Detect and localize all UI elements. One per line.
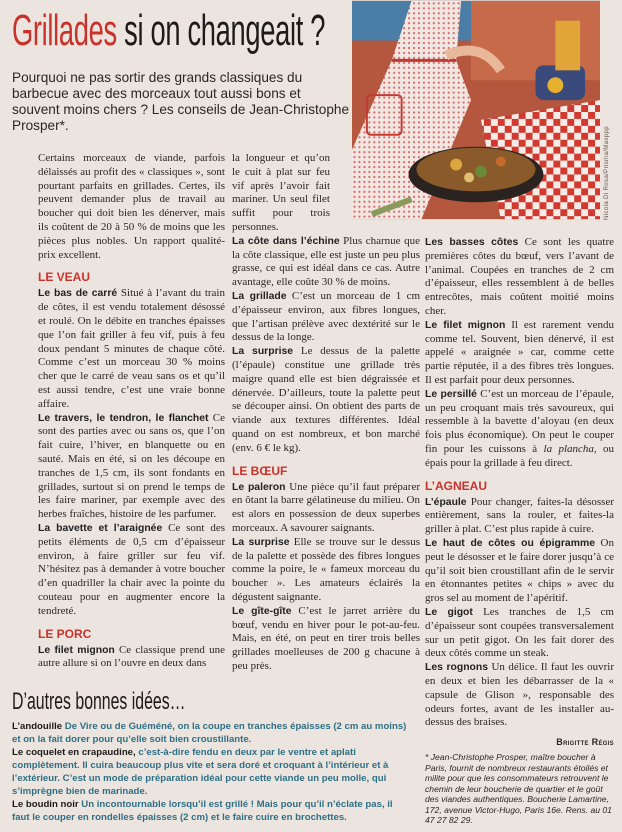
entry: Le gîte-gîte C’est le jarret arrière du bœuf, vendu en hiver pour le pot-au-feu. Mais, en été, on peut en tirer trois belles grillades moelleuses de 200 g chacune à peu près. — [232, 604, 420, 672]
intro-paragraph: Certains morceaux de viande, parfois délaissés au profit des « classiques », sont pourtant parfaits en grillades. Certes, ils peuvent demander plus de travail au boucher qui doit bien les dénerver, mais ils coûtent de 20 à 50 % de moins que les pièces plus nobles. Un rapport qualité-prix excellent. — [38, 152, 225, 261]
entry: Le gigot Les tranches de 1,5 cm d’épaisseur sont coupées transversalement sur un petit gigot. On les fait dorer des deux côtés comme un steak. — [425, 605, 614, 660]
entry: La surprise Le dessus de la palette (l’épaule) constitue une grillade très maigre quand elle est bien dégraissée et dénervée. D’ailleurs, toute la palette peut se découper ainsi. On obtient des parts de viande aux textures différentes. Idéal quand on est nombreux, et bon marché (env. 6 € le kg). — [232, 345, 420, 454]
entry: Le filet mignon Ce classique prend une autre allure si on l’ouvre en deux dans — [38, 643, 226, 670]
page-title — [12, 6, 325, 56]
ideas-box — [0, 684, 420, 832]
entry: Les rognons Un délice. Il faut les ouvrir en deux et bien les débarrasser de la « capsule de Glison », responsable des odeurs fortes, avant de les installer au-dessus des braises. — [425, 661, 614, 729]
ideas-heading: D’autres bonnes idées… — [12, 687, 186, 715]
section-heading-porc: LE PORC — [38, 626, 92, 641]
section-heading-veau: LE VEAU — [38, 270, 91, 285]
entry-continued: la longueur et qu’on le cuit à plat sur feu vif après l’avoir fait mariner. Un seul filet suffit pour trois personnes. — [232, 152, 330, 233]
column-2 — [232, 152, 420, 674]
entry: La côte dans l’échine Plus charnue que la côte classique, elle est juste un peu plus grasse, ce qui est idéal dans ce cas. Autre avantage, elle coûte 30 % de moins. — [232, 234, 420, 289]
column-3 — [425, 236, 614, 826]
title-highlight: Grillades — [12, 6, 117, 55]
left-block — [0, 152, 420, 832]
article-body — [0, 152, 622, 832]
entry: La grillade C’est un morceau de 1 cm d’épaisseur environ, aux fibres longues, que l’artisan prélève avec dextérité sur le dessus de la longe. — [232, 289, 421, 344]
entry: La bavette et l’araignée Ce sont des petits éléments de 0,5 cm d’épaisseur environ, à faire griller sur feu vif. N’hésitez pas à demander à votre boucher d’en quadriller la chair avec la pointe du couteau pour en augmenter encore la tendreté. — [38, 521, 225, 617]
footnote: * Jean-Christophe Prosper, maître boucher à Paris, fournit de nombreux restaurants étoilés et milite pour que les consommateurs retrouvent le chemin de leur boucherie de quartier et le goût des viandes authentiques. Boucherie Lamartine, 172, avenue Victor-Hugo, Paris 16e. Rens. au 01 47 27 82 29. — [425, 752, 612, 826]
entry: Le paleron Une pièce qu’il faut préparer en ôtant la barre gélatineuse du milieu. On est alors en possession de deux superbes morceaux. A savourer saignants. — [232, 480, 421, 534]
lede: Pourquoi ne pas sortir des grands classiques du barbecue avec des morceaux tout aussi bons et souvent moins chers ? Les conseils de Jean-Christophe Prosper*. — [12, 70, 350, 133]
entry: Les basses côtes Ce sont les quatre premières côtes du bœuf, vers l’avant de l’animal. Coupées en tranches de 2 cm d’épaisseur, elles ressemblent à de belles entrecôtes, mais coûtent moitié moins cher. — [425, 236, 614, 317]
title-rest: si on changeait ? — [124, 6, 326, 55]
entry: Le filet mignon Il est rarement vendu comme tel. Souvent, bien dénervé, il est appelé « araignée » car, comme cette partie réputée, il a des fibres très longues. Il est parfait pour deux personnes. — [425, 318, 615, 386]
section-heading-agneau: L’AGNEAU — [425, 478, 488, 493]
section-heading-boeuf: LE BŒUF — [232, 463, 288, 478]
entry: Le travers, le tendron, le flanchet Ce sont des parties avec ou sans os, que l’on fait cuire, l’hiver, en blanquette ou en sauté. Mais en été, si on les découpe en tranches de 1,5 cm, ils sont fondants en grillades, surtout si on prend le temps de les faire mariner, par exemple avec des herbes fraîches, histoire de les parfumer. — [38, 411, 225, 521]
entry: Le haut de côtes ou épigramme On peut le désosser et le faire dorer jusqu’à ce qu’il soit bien croustillant afin de le servir en étonnantes petites « chips » avec du gros sel au moment de l’apéritif. — [425, 536, 614, 605]
entry: Le persillé C’est un morceau de l’épaule, un peu croquant mais très savoureux, qui ressemble à la bavette d’aloyau (en deux fois plus économique). On peut le couper fin pour les cuissons à la plancha, ou épais pour la grillade à feu direct. — [425, 387, 615, 469]
column-1 — [38, 152, 225, 671]
entry: L’épaule Pour changer, faites-la désosser entièrement, sans la rouler, et faites-la griller à plat. C’est plus rapide à cuire. — [425, 495, 614, 536]
entry: Le bas de carré Situé à l’avant du train de côtes, il est vendu totalement désossé et roulé. On le débite en tranches épaisses que l’on fait griller à feu vif, puis à feu doux pendant 5 minutes de chaque côté. Comme c’est un morceau 30 % moins cher que le carré de veau sans os et qu’il est aussi tendre, c’est une vraie bonne affaire. — [38, 287, 225, 410]
ideas-text — [12, 720, 412, 824]
idea-item: L’andouille De Vire ou de Guéméné, on la coupe en tranches épaisses (2 cm au moins) et on la fait dorer pour qu’elle soit bien croustillante. — [12, 720, 407, 745]
idea-item: Le coquelet en crapaudine, c’est-à-dire fendu en deux par le ventre et aplati complètement. Il cuira beaucoup plus vite et sera doré et croquant à l’intérieur et à l’extérieur. C’est un mode de préparation idéal pour cette viande un peu molle, qui s’imprègne bien de marinade. — [12, 746, 389, 797]
left-columns — [0, 152, 420, 674]
photo-credit: Nicola Di Rosa/Prisma/Maxppp — [603, 125, 610, 220]
entry: La surprise Elle se trouve sur le dessus de la palette et possède des fibres longues comme la poire, le « fameux morceau du boucher ». Les amateurs éclairés la dégustent saignante. — [232, 535, 420, 603]
idea-item: Le boudin noir Un incontournable lorsqu’il est grillé ! Mais pour qu’il n’éclate pas, il faut le couper en rondelles épaisses (2 cm) et le faire cuire en brochettes. — [12, 798, 393, 823]
author-signature: Brigitte Régis — [556, 737, 614, 748]
